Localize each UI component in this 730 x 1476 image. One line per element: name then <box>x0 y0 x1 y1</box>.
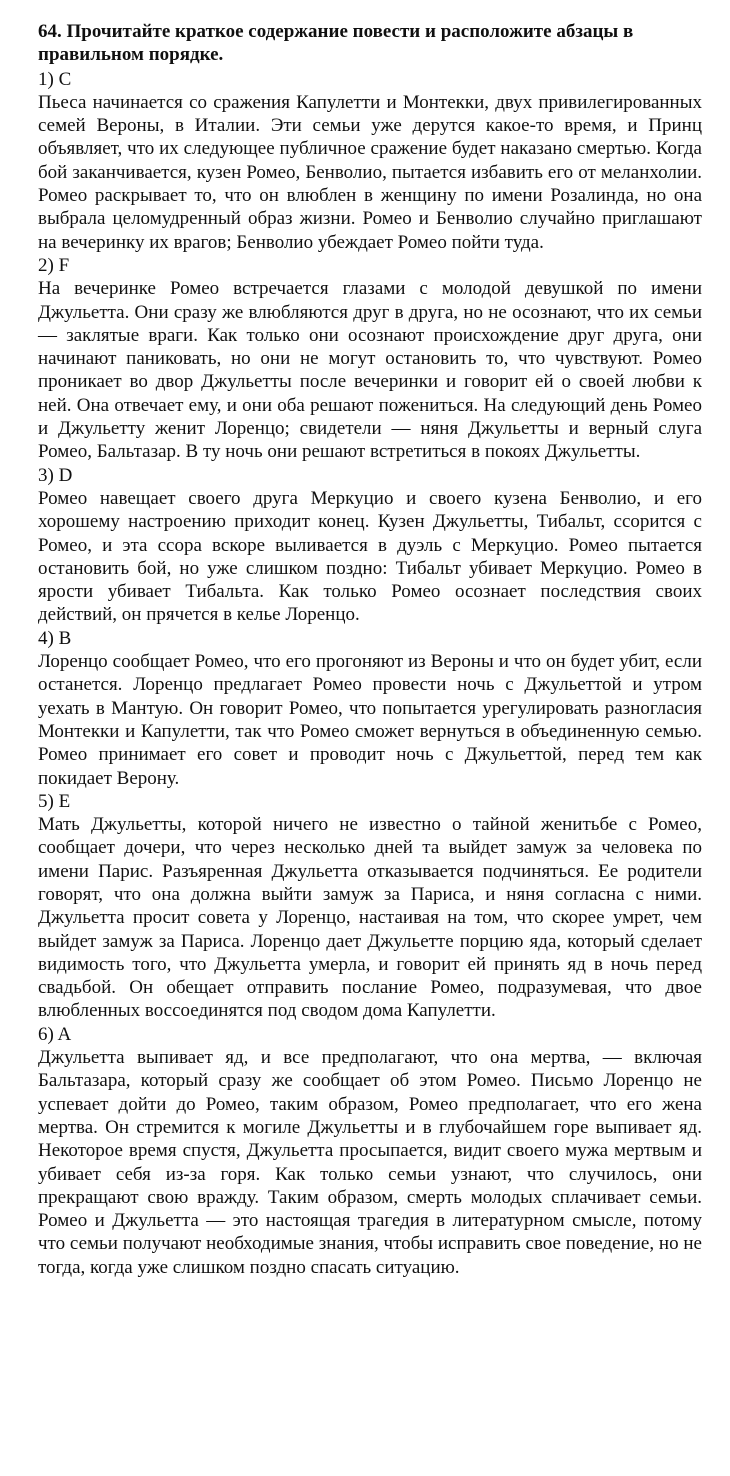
section-text: Ромео навещает своего друга Меркуцио и своего кузена Бенволио, и его хорошему настроению приходит конец. Кузен Джульетты, Тибальт, ссорится с Ромео, и эта ссора вскоре выливается в дуэль с Меркуцио. Ромео пытается остановить бой, но уже слишком поздно: Тибальт убивает Меркуцио. Ромео в ярости убивает Тибальта. Как только Ромео осознает последствия своих действий, он прячется в келье Лоренцо. <box>38 487 702 626</box>
section-1 <box>38 68 702 254</box>
section-4 <box>38 627 702 790</box>
section-2 <box>38 254 702 464</box>
section-5 <box>38 790 702 1023</box>
section-text: Мать Джульетты, которой ничего не известно о тайной женитьбе с Ромео, сообщает дочери, что через несколько дней та выйдет замуж за человека по имени Парис. Разъяренная Джульетта отказывается подчиняться. Ее родители говорят, что она должна выйти замуж за Париса, и няня согласна с ними. Джульетта просит совета у Лоренцо, настаивая на том, что скорее умрет, чем выйдет замуж за Париса. Лоренцо дает Джульетте порцию яда, который сделает видимость того, что Джульетта умерла, и говорит ей принять яд в ночь перед свадьбой. Он обещает отправить послание Ромео, подразумевая, что двое влюбленных воссоединятся под сводом дома Капулетти. <box>38 814 702 1022</box>
section-3 <box>38 464 702 627</box>
section-text: Лоренцо сообщает Ромео, что его прогоняют из Вероны и что он будет убит, если останется. Лоренцо предлагает Ромео провести ночь с Джульеттой и утром уехать в Мантую. Он говорит Ромео, что попытается урегулировать разногласия Монтекки и Капулетти, так что Ромео сможет вернуться в объединенную семью. Ромео принимает его совет и проводит ночь с Джульеттой, перед тем как покидает Верону. <box>38 651 702 789</box>
section-text: Джульетта выпивает яд, и все предполагают, что она мертва, — включая Бальтазара, который сразу же сообщает об этом Ромео. Письмо Лоренцо не успевает дойти до Ромео, таким образом, Ромео предполагает, что его жена мертва. Он стремится к могиле Джульетты и в глубочайшем горе выпивает яд. Некоторое время спустя, Джульетта просыпается, видит своего мужа мертвым и убивает себя из-за горя. Как только семьи узнают, что случилось, они прекращают свою вражду. Таким образом, смерть молодых сплачивает семьи. Ромео и Джульетта — это настоящая трагедия в литературном смысле, потому что семьи получают необходимые знания, чтобы исправить свое поведение, но не тогда, когда уже слишком поздно спасать ситуацию. <box>38 1047 702 1278</box>
section-text: Пьеса начинается со сражения Капулетти и Монтекки, двух привилегированных семей Вероны, в Италии. Эти семьи уже дерутся какое-то время, и Принц объявляет, что их следующее публичное сражение будет наказано смертью. Когда бой заканчивается, кузен Ромео, Бенволио, пытается избавить его от меланхолии. Ромео раскрывает то, что он влюблен в женщину по имени Розалинда, но она выбрала целомудренный образ жизни. Ромео и Бенволио случайно приглашают на вечеринку их врагов; Бенволио убеждает Ромео пойти туда. <box>38 91 702 253</box>
section-label: 3) D <box>38 464 73 486</box>
section-label: 5) E <box>38 790 71 812</box>
section-label: 2) F <box>38 254 70 276</box>
section-text: На вечеринке Ромео встречается глазами с молодой девушкой по имени Джульетта. Они сразу же влюбляются друг в друга, но не осознают, что их семьи — заклятые враги. Как только они осознают происхождение друг друга, они начинают паниковать, но они не могут остановить то, что чувствуют. Ромео проникает во двор Джульетты после вечеринки и говорит ей о своей любви к ней. Она отвечает ему, и они оба решают пожениться. На следующий день Ромео и Джульетту женит Лоренцо; свидетели — няня Джульетты и верный слуга Ромео, Бальтазар. В ту ночь они решают встретиться в покоях Джульетты. <box>38 278 702 463</box>
section-6 <box>38 1023 702 1279</box>
section-label: 4) B <box>38 627 72 649</box>
exercise-title: 64. Прочитайте краткое содержание повести и расположите абзацы в правильном порядке. <box>38 21 634 66</box>
section-label: 6) A <box>38 1023 72 1045</box>
section-label: 1) C <box>38 68 72 90</box>
